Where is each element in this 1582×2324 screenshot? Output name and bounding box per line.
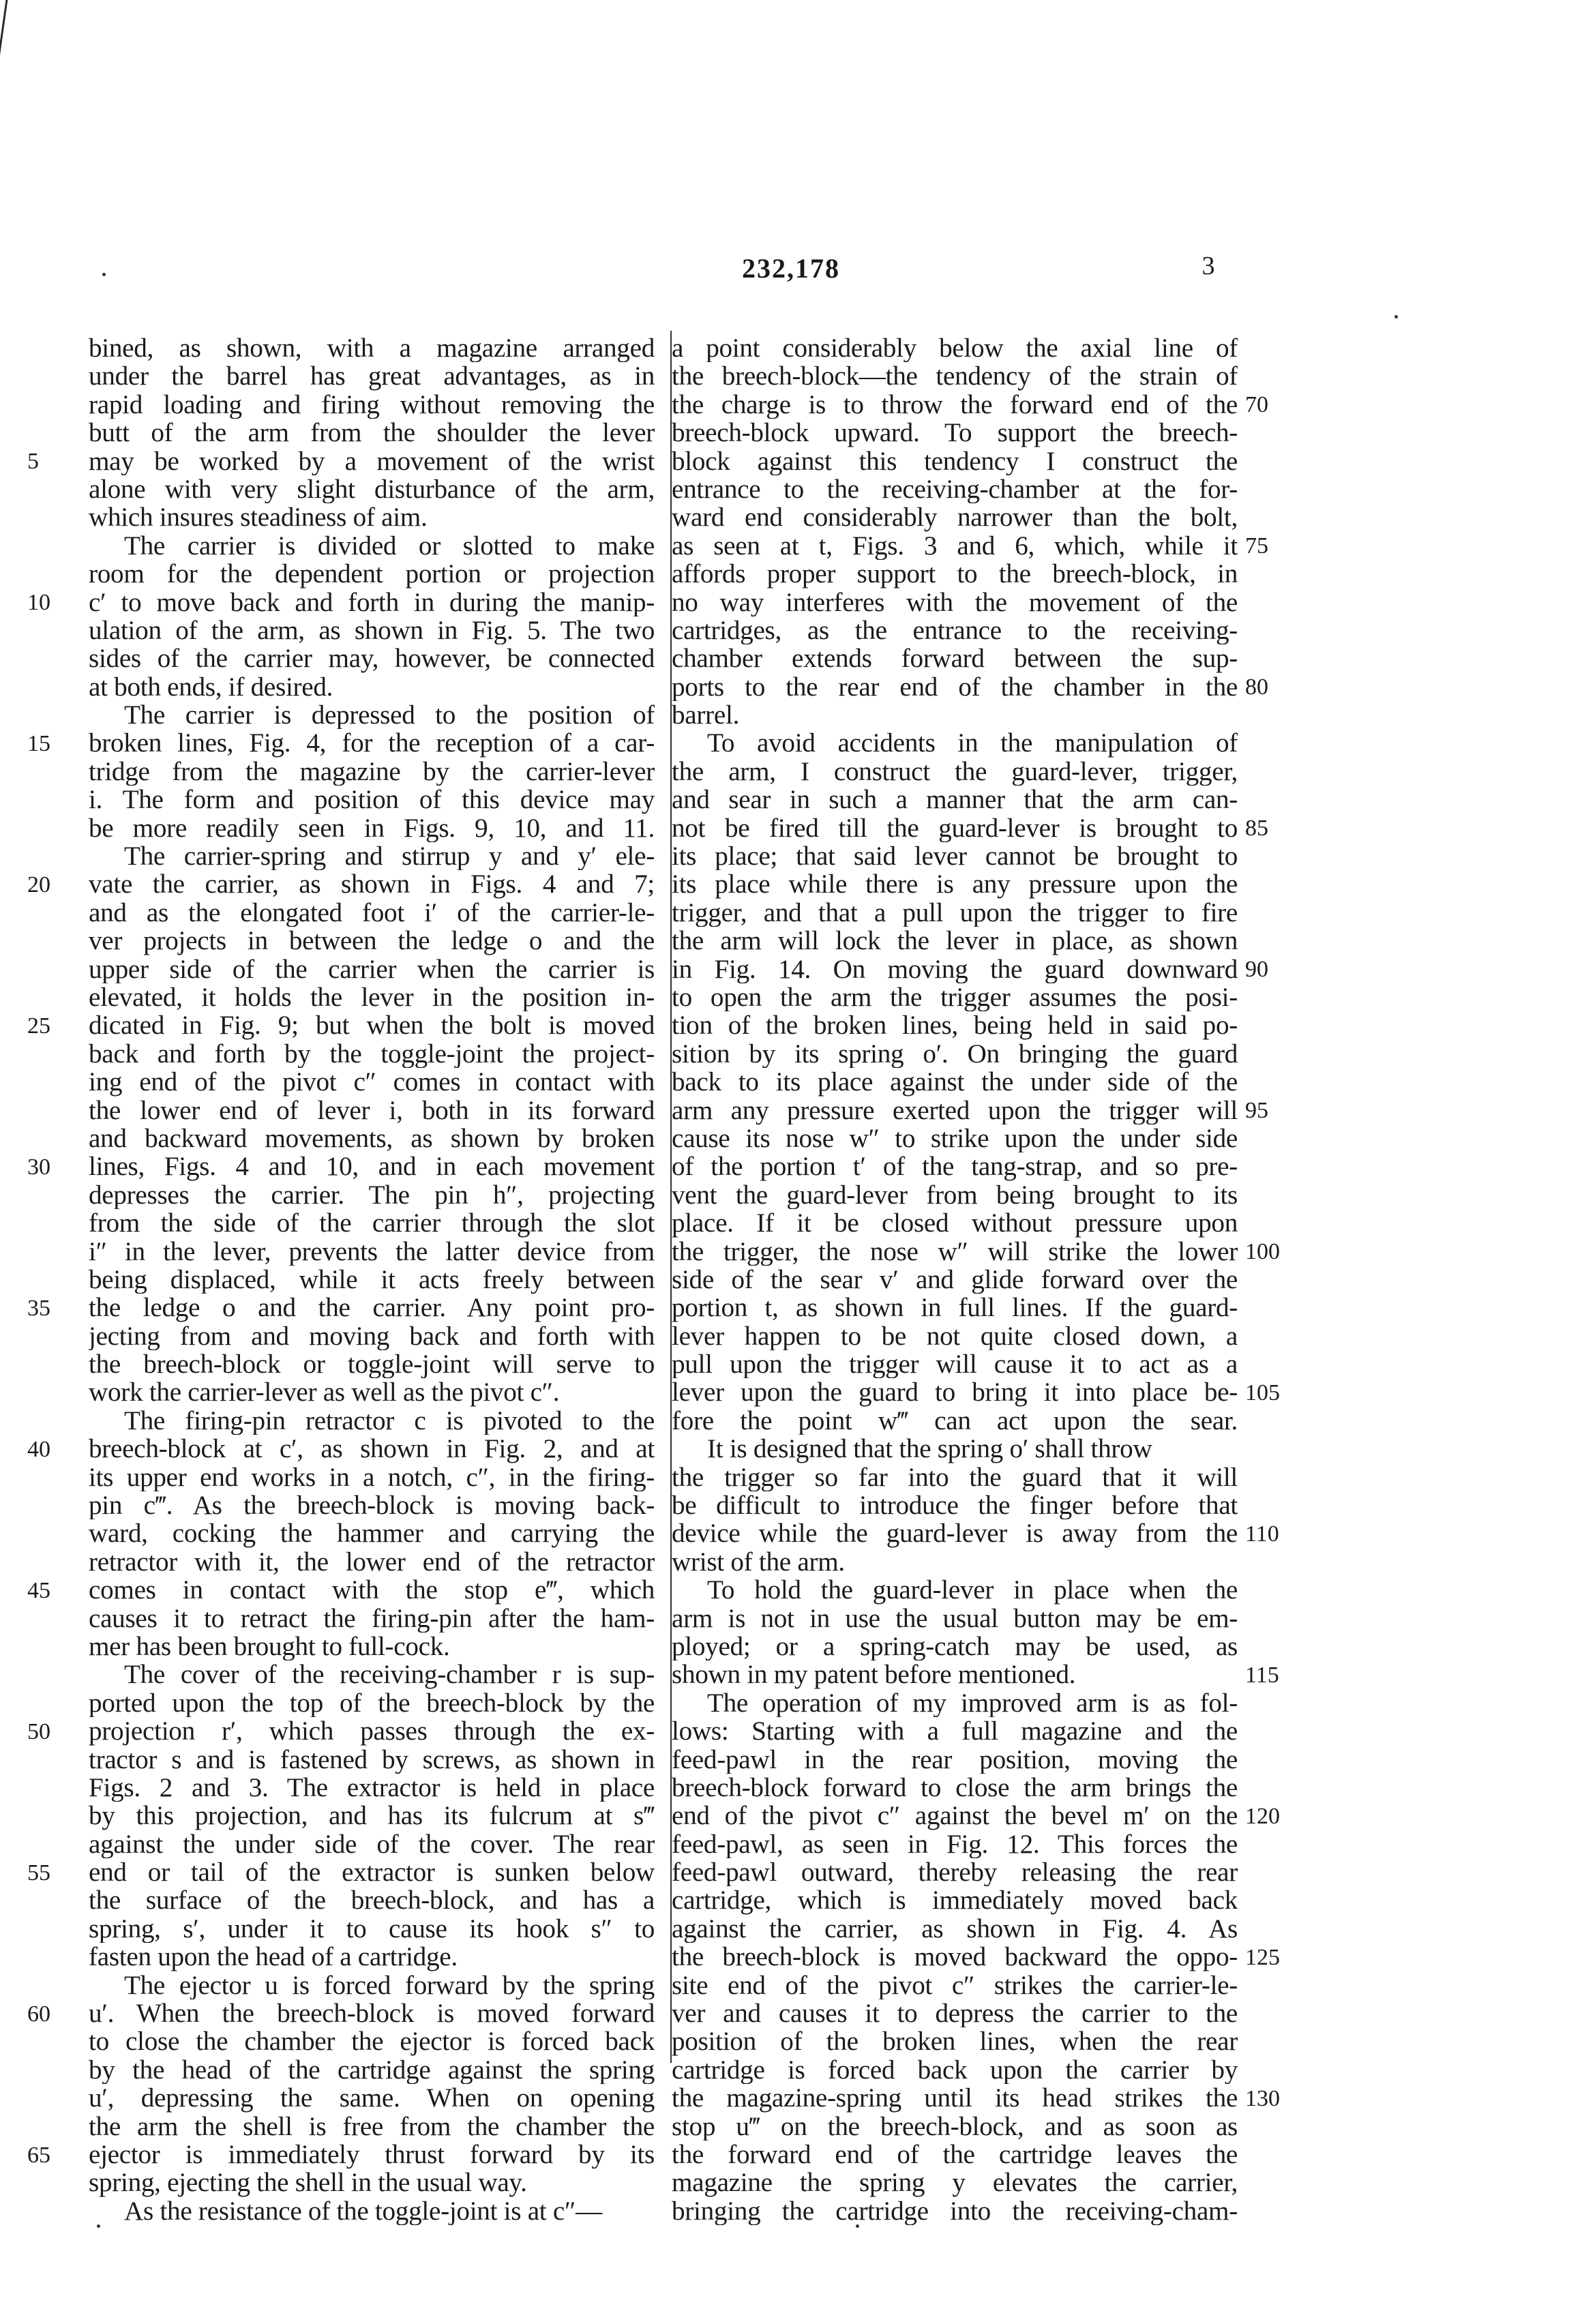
text-line: a point considerably below the axial line of: [672, 334, 1238, 363]
line-number: 30: [27, 1154, 50, 1180]
line-number: 10: [27, 589, 50, 615]
text-line: device while the guard-lever is away from the: [672, 1519, 1238, 1548]
line-number: 70: [1245, 391, 1268, 417]
text-line: portion t, as shown in full lines. If the guard-: [672, 1294, 1238, 1322]
text-line: The ejector u is forced forward by the spring: [124, 1971, 655, 2000]
text-line: its place while there is any pressure upon the: [672, 870, 1238, 899]
text-line: barrel.: [672, 701, 740, 730]
line-number: 125: [1245, 1944, 1280, 1970]
text-line: affords proper support to the breech-block, in: [672, 560, 1238, 589]
text-line: back and forth by the toggle-joint the project-: [89, 1039, 655, 1069]
text-line: end of the pivot c″ against the bevel m′ on the: [672, 1802, 1238, 1830]
text-line: stop u‴ on the breech-block, and as soon as: [672, 2112, 1238, 2141]
left-text-column: [89, 334, 655, 2225]
text-line: in Fig. 14. On moving the guard downward: [672, 955, 1238, 983]
text-line: tractor s and is fastened by screws, as shown in: [89, 1745, 655, 1774]
text-line: to open the arm the trigger assumes the posi-: [672, 983, 1238, 1012]
text-line: breech-block forward to close the arm brings the: [672, 1773, 1238, 1802]
text-line: ver projects in between the ledge o and the: [89, 927, 655, 955]
text-line: against the carrier, as shown in Fig. 4. As: [672, 1914, 1238, 1943]
text-line: bined, as shown, with a magazine arranged: [89, 334, 655, 363]
text-line: of the portion t′ of the tang-strap, and so pre-: [672, 1152, 1238, 1181]
text-line: lever upon the guard to bring it into place be-: [672, 1378, 1238, 1407]
text-line: As the resistance of the toggle-joint is at c″—: [124, 2196, 602, 2226]
text-line: back to its place against the under side of the: [672, 1068, 1238, 1097]
text-line: and backward movements, as shown by broken: [89, 1124, 655, 1153]
line-number: 55: [27, 1860, 50, 1886]
text-line: chamber extends forward between the sup-: [672, 644, 1238, 673]
text-line: the breech-block is moved backward the oppo-: [672, 1943, 1238, 1971]
text-line: ejector is immediately thrust forward by its: [89, 2141, 655, 2169]
text-line: cartridge is forced back upon the carrier by: [672, 2055, 1238, 2085]
text-line: lows: Starting with a full magazine and the: [672, 1717, 1238, 1746]
line-number: 60: [27, 2001, 50, 2027]
text-line: the arm will lock the lever in place, as shown: [672, 927, 1238, 955]
text-line: at both ends, if desired.: [89, 672, 333, 702]
line-number: 80: [1245, 674, 1268, 700]
text-line: vent the guard-lever from being brought to its: [672, 1180, 1238, 1210]
text-line: under the barrel has great advantages, as in: [89, 362, 655, 391]
text-line: mer has been brought to full-cock.: [89, 1632, 450, 1661]
text-line: sides of the carrier may, however, be connected: [89, 644, 655, 673]
text-line: the breech-block—the tendency of the strain of: [672, 362, 1238, 391]
text-line: the trigger so far into the guard that it will: [672, 1463, 1238, 1492]
text-line: rapid loading and firing without removing the: [89, 390, 655, 419]
text-line: magazine the spring y elevates the carrier,: [672, 2169, 1238, 2197]
text-line: site end of the pivot c″ strikes the carrier-le-: [672, 1971, 1238, 2000]
text-line: the surface of the breech-block, and has a: [89, 1886, 655, 1915]
text-line: the magazine-spring until its head strikes the: [672, 2084, 1238, 2113]
right-text-column: [672, 334, 1238, 2225]
text-line: upper side of the carrier when the carrier is: [89, 955, 655, 983]
line-number: 95: [1245, 1097, 1268, 1123]
text-line: its place; that said lever cannot be brought to: [672, 842, 1238, 871]
text-line: lines, Figs. 4 and 10, and in each movement: [89, 1152, 655, 1181]
text-line: wrist of the arm.: [672, 1547, 845, 1577]
line-number: 25: [27, 1013, 50, 1039]
text-line: vate the carrier, as shown in Figs. 4 and 7;: [89, 870, 655, 899]
text-line: breech-block at c′, as shown in Fig. 2, and at: [89, 1435, 655, 1463]
text-line: elevated, it holds the lever in the position in-: [89, 983, 655, 1012]
line-number: 45: [27, 1577, 50, 1603]
text-line: cause its nose w″ to strike upon the under side: [672, 1124, 1238, 1153]
text-line: The cover of the receiving-chamber r is sup-: [124, 1660, 655, 1689]
text-line: cartridge, which is immediately moved back: [672, 1886, 1238, 1915]
text-line: against the under side of the cover. The rear: [89, 1830, 655, 1859]
text-line: spring, s′, under it to cause its hook s″ to: [89, 1914, 655, 1943]
line-number: 5: [27, 448, 39, 474]
text-line: ward, cocking the hammer and carrying the: [89, 1519, 655, 1548]
text-line: alone with very slight disturbance of the arm,: [89, 475, 655, 504]
line-number: 115: [1245, 1662, 1279, 1688]
text-line: and as the elongated foot i′ of the carrier-le-: [89, 898, 655, 927]
text-line: breech-block upward. To support the breech-: [672, 419, 1238, 447]
line-number: 105: [1245, 1380, 1280, 1405]
text-line: u′, depressing the same. When on opening: [89, 2084, 655, 2113]
text-line: position of the broken lines, when the rear: [672, 2027, 1238, 2056]
text-line: ployed; or a spring-catch may be used, as: [672, 1632, 1238, 1661]
text-line: the forward end of the cartridge leaves the: [672, 2141, 1238, 2169]
text-line: side of the sear v′ and glide forward over the: [672, 1265, 1238, 1294]
text-line: from the side of the carrier through the slot: [89, 1209, 655, 1238]
speck: [1394, 315, 1398, 318]
text-line: fore the point w‴ can act upon the sear.: [672, 1406, 1238, 1435]
text-line: cartridges, as the entrance to the receiving-: [672, 616, 1238, 645]
text-line: sition by its spring o′. On bringing the guard: [672, 1039, 1238, 1069]
text-line: The operation of my improved arm is as fol-: [707, 1688, 1238, 1718]
line-number: 100: [1245, 1238, 1280, 1264]
text-line: its upper end works in a notch, c″, in the firing-: [89, 1463, 655, 1492]
text-line: trigger, and that a pull upon the trigger to fire: [672, 898, 1238, 927]
text-line: pin c‴. As the breech-block is moving back-: [89, 1491, 655, 1520]
text-line: u′. When the breech-block is moved forward: [89, 1999, 655, 2028]
text-line: entrance to the receiving-chamber at the for-: [672, 475, 1238, 504]
text-line: block against this tendency I construct the: [672, 447, 1238, 475]
text-line: lever happen to be not quite closed down, a: [672, 1322, 1238, 1351]
text-line: shown in my patent before mentioned.: [672, 1660, 1076, 1689]
patent-number: 232,178: [742, 253, 840, 284]
text-line: fasten upon the head of a cartridge.: [89, 1943, 458, 1971]
text-line: tridge from the magazine by the carrier-lever: [89, 757, 655, 786]
text-line: the charge is to throw the forward end of the: [672, 390, 1238, 419]
text-line: the ledge o and the carrier. Any point pro-: [89, 1294, 655, 1322]
text-line: jecting from and moving back and forth with: [89, 1322, 655, 1351]
text-line: retractor with it, the lower end of the retractor: [89, 1547, 655, 1577]
text-line: Figs. 2 and 3. The extractor is held in place: [89, 1773, 655, 1802]
text-line: spring, ejecting the shell in the usual way.: [89, 2169, 527, 2197]
text-line: butt of the arm from the shoulder the lever: [89, 419, 655, 447]
text-line: feed-pawl, as seen in Fig. 12. This forces the: [672, 1830, 1238, 1859]
line-number: 50: [27, 1718, 50, 1744]
page-number: 3: [1202, 252, 1215, 280]
text-line: c′ to move back and forth in during the manip-: [89, 588, 655, 616]
text-line: comes in contact with the stop e‴, which: [89, 1576, 655, 1605]
text-line: pull upon the trigger will cause it to act as a: [672, 1350, 1238, 1379]
text-line: not be fired till the guard-lever is brought to: [672, 814, 1238, 843]
text-line: the breech-block or toggle-joint will serve to: [89, 1350, 655, 1379]
text-line: by this projection, and has its fulcrum at s‴: [89, 1802, 655, 1830]
text-line: by the head of the cartridge against the spring: [89, 2055, 655, 2085]
line-number: 90: [1245, 956, 1268, 982]
text-line: dicated in Fig. 9; but when the bolt is moved: [89, 1011, 655, 1040]
text-line: It is designed that the spring o′ shall throw: [707, 1435, 1152, 1463]
text-line: be more readily seen in Figs. 9, 10, and 11.: [89, 814, 655, 843]
text-line: feed-pawl outward, thereby releasing the rear: [672, 1858, 1238, 1887]
line-number: 110: [1245, 1521, 1279, 1547]
text-line: may be worked by a movement of the wrist: [89, 447, 655, 475]
text-line: feed-pawl in the rear position, moving the: [672, 1745, 1238, 1774]
text-line: work the carrier-lever as well as the pivot c″.: [89, 1378, 560, 1407]
text-line: ver and causes it to depress the carrier to the: [672, 1999, 1238, 2028]
text-line: To avoid accidents in the manipulation of: [707, 729, 1238, 758]
text-line: to close the chamber the ejector is forced back: [89, 2027, 655, 2056]
text-line: ulation of the arm, as shown in Fig. 5. The two: [89, 616, 655, 645]
line-number: 40: [27, 1436, 50, 1462]
text-line: ward end considerably narrower than the bolt,: [672, 503, 1238, 532]
text-line: i″ in the lever, prevents the latter device from: [89, 1237, 655, 1266]
text-line: The carrier is divided or slotted to make: [124, 531, 655, 561]
text-line: To hold the guard-lever in place when the: [707, 1576, 1238, 1605]
text-line: ports to the rear end of the chamber in the: [672, 672, 1238, 702]
page-edge-mark: [0, 0, 8, 82]
text-line: The firing-pin retractor c is pivoted to the: [124, 1406, 655, 1435]
text-line: being displaced, while it acts freely between: [89, 1265, 655, 1294]
text-line: as seen at t, Figs. 3 and 6, which, while it: [672, 531, 1238, 561]
text-line: tion of the broken lines, being held in said po-: [672, 1011, 1238, 1040]
line-number: 130: [1245, 2085, 1280, 2111]
text-line: the trigger, the nose w″ will strike the lower: [672, 1237, 1238, 1266]
text-line: the arm the shell is free from the chamber the: [89, 2112, 655, 2141]
text-line: broken lines, Fig. 4, for the reception of a car-: [89, 729, 655, 758]
line-number: 15: [27, 730, 50, 756]
line-number: 35: [27, 1295, 50, 1321]
text-line: the lower end of lever i, both in its forward: [89, 1096, 655, 1124]
line-number: 85: [1245, 815, 1268, 841]
line-number: 75: [1245, 533, 1268, 558]
text-line: the arm, I construct the guard-lever, trigger,: [672, 757, 1238, 786]
text-line: i. The form and position of this device may: [89, 786, 655, 814]
text-line: The carrier is depressed to the position of: [124, 701, 655, 730]
text-line: no way interferes with the movement of the: [672, 588, 1238, 616]
line-number: 20: [27, 872, 50, 897]
text-line: which insures steadiness of aim.: [89, 503, 428, 532]
text-line: ing end of the pivot c″ comes in contact with: [89, 1068, 655, 1097]
line-number: 65: [27, 2142, 50, 2168]
text-line: causes it to retract the firing-pin after the ham-: [89, 1604, 655, 1633]
text-line: and sear in such a manner that the arm can-: [672, 786, 1238, 814]
text-line: arm is not in use the usual button may be em-: [672, 1604, 1238, 1633]
text-line: bringing the cartridge into the receiving-cham-: [672, 2196, 1238, 2226]
text-line: depresses the carrier. The pin h″, projecting: [89, 1180, 655, 1210]
line-number: 120: [1245, 1803, 1280, 1829]
text-line: The carrier-spring and stirrup y and y′ ele-: [124, 842, 655, 871]
text-line: arm any pressure exerted upon the trigger will: [672, 1096, 1238, 1124]
text-line: ported upon the top of the breech-block by the: [89, 1688, 655, 1718]
text-line: room for the dependent portion or projection: [89, 560, 655, 589]
text-line: be difficult to introduce the finger before that: [672, 1491, 1238, 1520]
text-line: place. If it be closed without pressure upon: [672, 1209, 1238, 1238]
text-line: projection r′, which passes through the ex-: [89, 1717, 655, 1746]
text-line: end or tail of the extractor is sunken below: [89, 1858, 655, 1887]
